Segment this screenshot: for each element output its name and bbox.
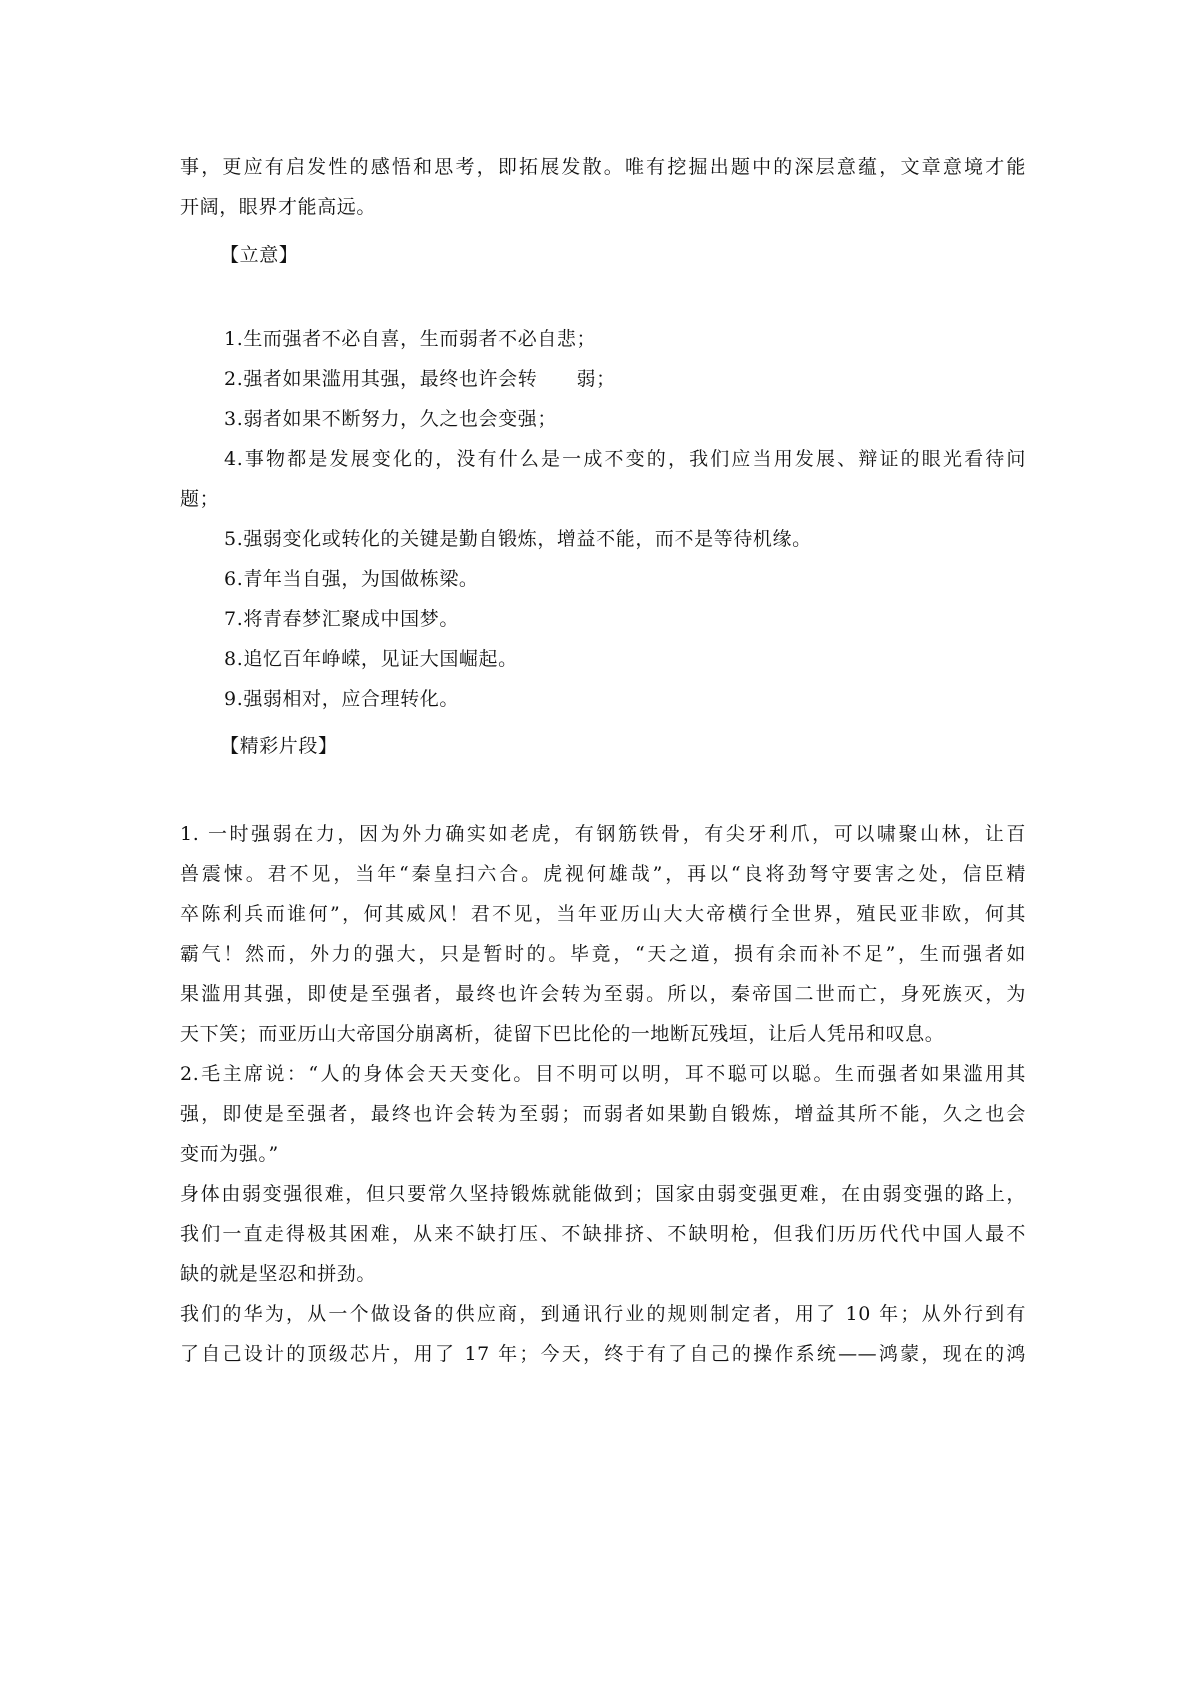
section-heading-liyi: 【立意】 bbox=[220, 244, 299, 266]
paragraph-line: 强，即使是至强者，最终也许会转为至弱；而弱者如果勤自锻炼，增益其所不能，久之也会 bbox=[180, 1103, 1026, 1125]
paragraph-line: 天下笑；而亚历山大帝国分崩离析，徒留下巴比伦的一地断瓦残垣，让后人凭吊和叹息。 bbox=[180, 1023, 945, 1045]
liyi-item-6: 6.青年当自强，为国做栋梁。 bbox=[224, 568, 479, 590]
liyi-item-4: 4.事物都是发展变化的，没有什么是一成不变的，我们应当用发展、辩证的眼光看待问 bbox=[224, 448, 1026, 470]
paragraph-line: 身体由弱变强很难，但只要常久坚持锻炼就能做到；国家由弱变强更难，在由弱变强的路上， bbox=[180, 1183, 1026, 1205]
liyi-item-1: 1.生而强者不必自喜，生而弱者不必自悲； bbox=[224, 328, 597, 350]
liyi-item-9: 9.强弱相对，应合理转化。 bbox=[224, 688, 459, 710]
paragraph-4 bbox=[180, 1294, 1026, 1374]
liyi-item-8: 8.追忆百年峥嵘，见证大国崛起。 bbox=[224, 648, 518, 670]
paragraph-line: 2.毛主席说：“人的身体会天天变化。目不明可以明，耳不聪可以聪。生而强者如果滥用其 bbox=[180, 1063, 1026, 1085]
paragraph-line: 兽震悚。君不见，当年“秦皇扫六合。虎视何雄哉”，再以“良将劲弩守要害之处，信臣精 bbox=[180, 863, 1026, 885]
liyi-item-5: 5.强弱变化或转化的关键是勤自锻炼，增益不能，而不是等待机缘。 bbox=[224, 528, 812, 550]
paragraph-line: 变而为强。” bbox=[180, 1143, 279, 1165]
paragraph-3 bbox=[180, 1174, 1026, 1294]
liyi-item-3: 3.弱者如果不断努力，久之也会变强； bbox=[224, 408, 557, 430]
paragraph-line: 果滥用其强，即使是至强者，最终也许会转为至弱。所以，秦帝国二世而亡，身死族灭，为 bbox=[180, 983, 1026, 1005]
paragraph-line: 我们一直走得极其困难，从来不缺打压、不缺排挤、不缺明枪，但我们历历代代中国人最不 bbox=[180, 1223, 1026, 1245]
paragraph-line: 了自己设计的顶级芯片，用了 17 年；今天，终于有了自己的操作系统——鸿蒙，现在的鸿 bbox=[180, 1343, 1026, 1365]
liyi-item-2: 2.强者如果滥用其强，最终也许会转 弱； bbox=[224, 368, 616, 390]
paragraph-line: 缺的就是坚忍和拼劲。 bbox=[180, 1263, 377, 1285]
intro-line-2: 开阔，眼界才能高远。 bbox=[180, 196, 377, 218]
paragraph-2 bbox=[180, 1054, 1026, 1174]
paragraph-line: 我们的华为，从一个做设备的供应商，到通讯行业的规则制定者，用了 10 年；从外行到有 bbox=[180, 1303, 1026, 1325]
section-heading-jingcai: 【精彩片段】 bbox=[220, 735, 338, 757]
paragraph-line: 1. 一时强弱在力，因为外力确实如老虎，有钢筋铁骨，有尖牙利爪，可以啸聚山林，让百 bbox=[180, 823, 1026, 845]
liyi-item-7: 7.将青春梦汇聚成中国梦。 bbox=[224, 608, 459, 630]
liyi-item-4-continued: 题； bbox=[180, 488, 220, 510]
paragraph-line: 霸气！然而，外力的强大，只是暂时的。毕竟，“天之道，损有余而补不足”，生而强者如 bbox=[180, 943, 1026, 965]
document-body bbox=[180, 147, 1026, 1374]
paragraph-1 bbox=[180, 814, 1026, 1054]
intro-line-1: 事，更应有启发性的感悟和思考，即拓展发散。唯有挖掘出题中的深层意蕴，文章意境才能 bbox=[180, 156, 1026, 178]
paragraph-line: 卒陈利兵而谁何”，何其威风！君不见，当年亚历山大大帝横行全世界，殖民亚非欧，何其 bbox=[180, 903, 1026, 925]
